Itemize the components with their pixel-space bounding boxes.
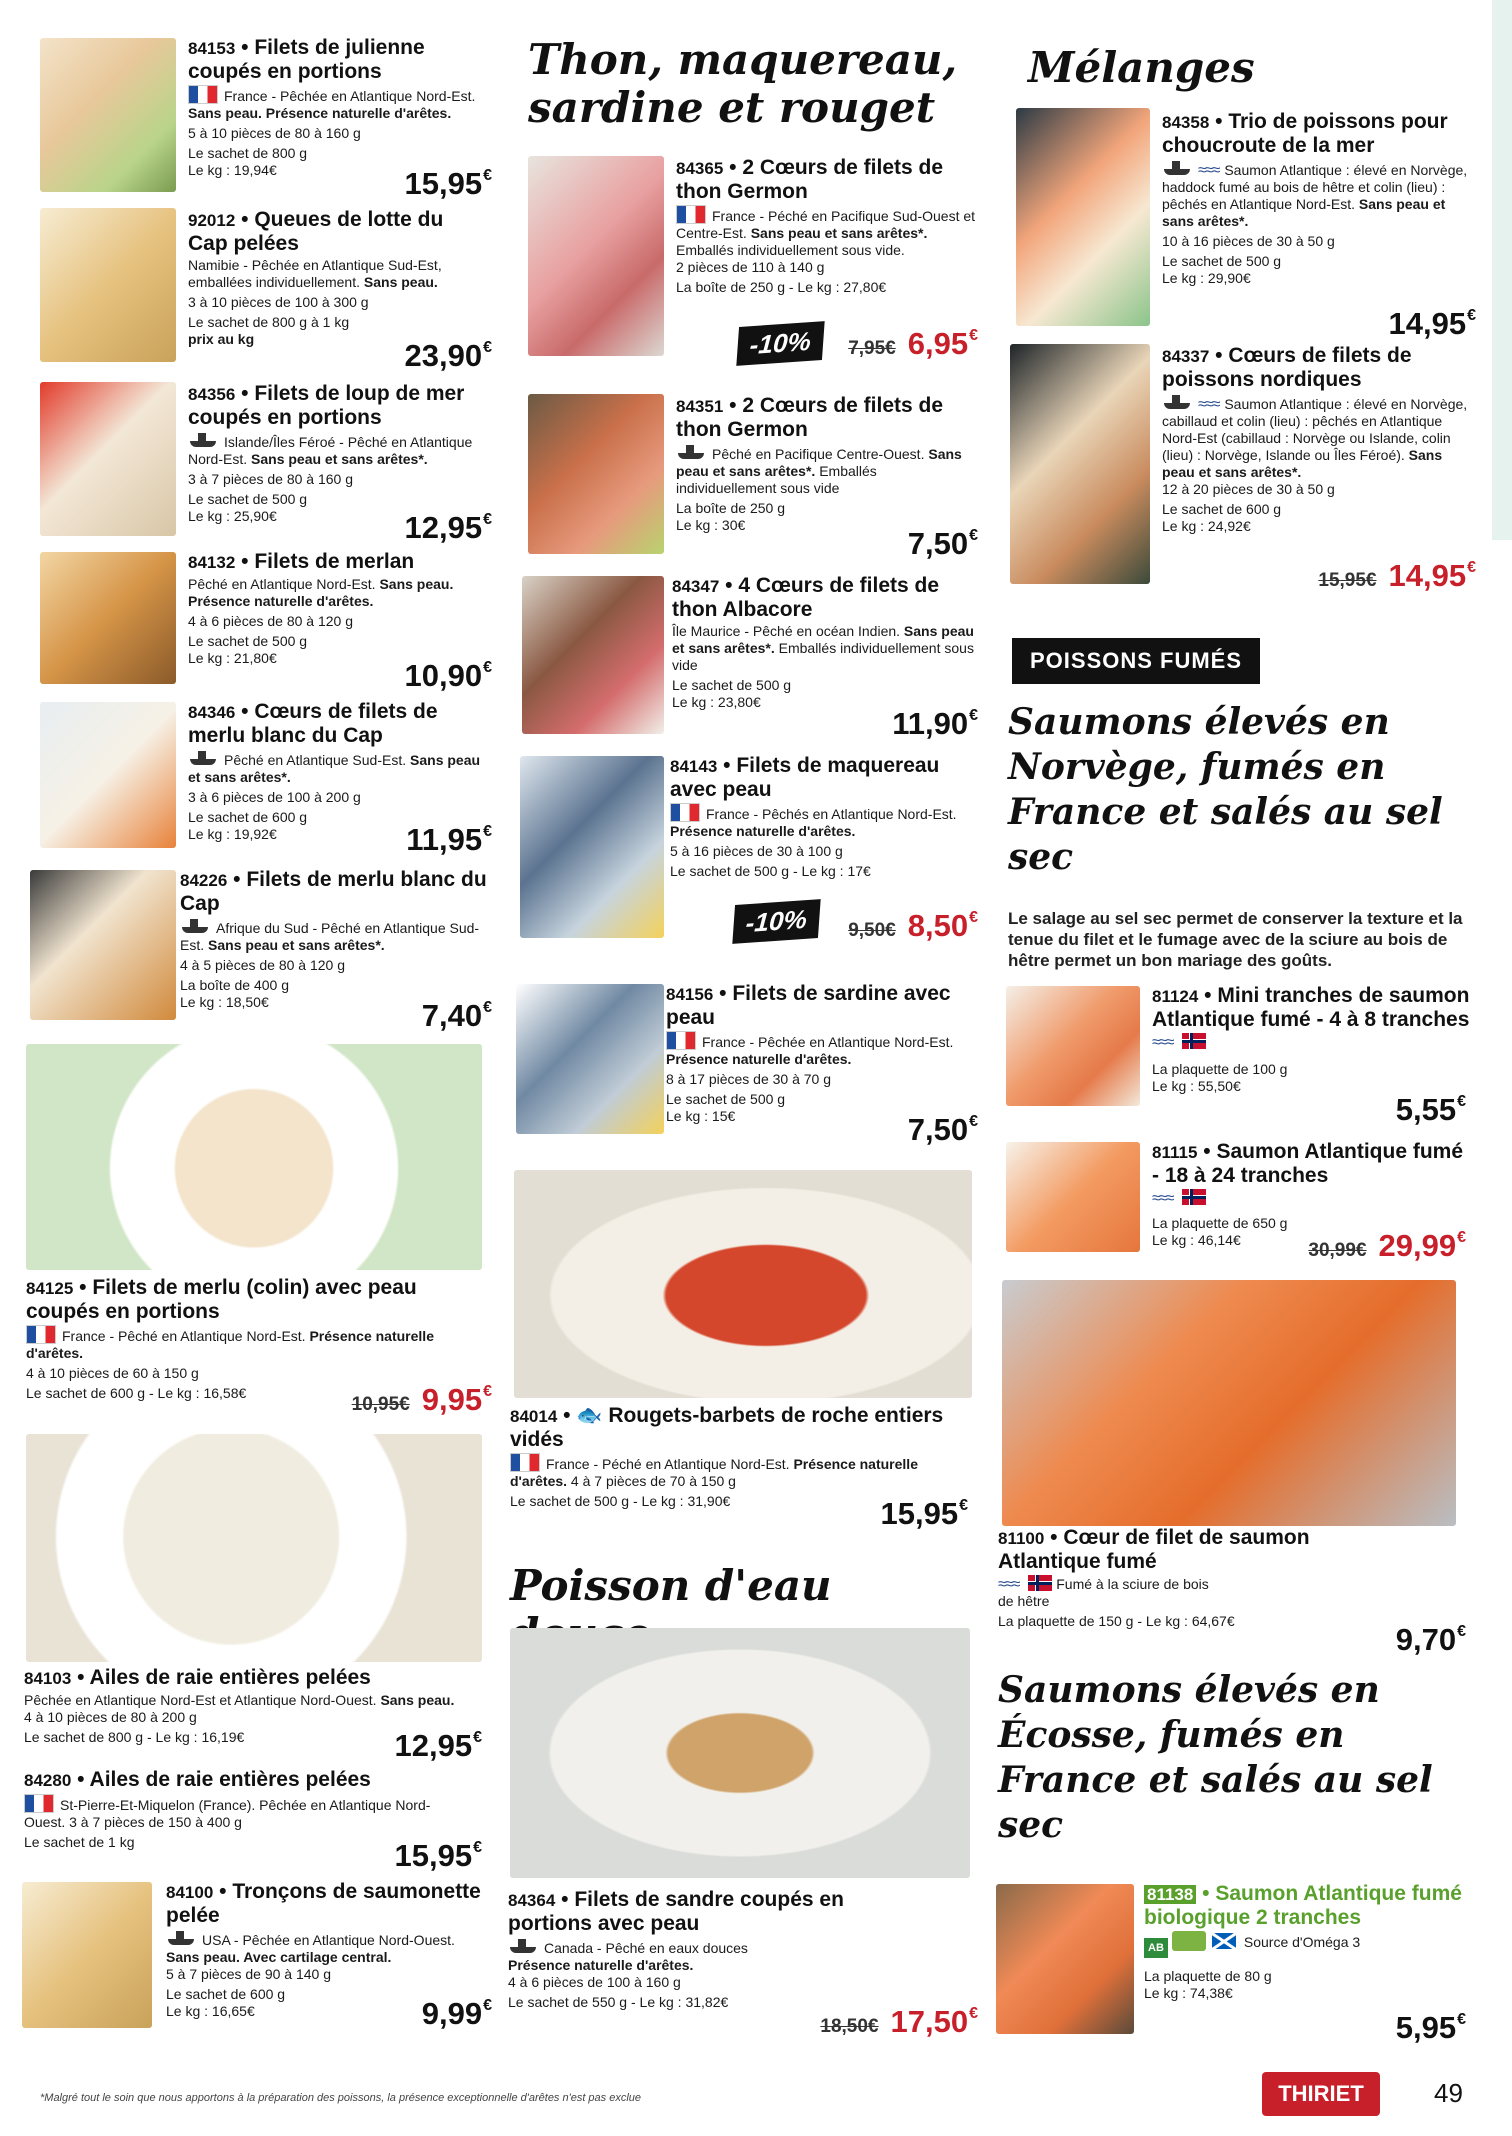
product-name: 84364 • Filets de sandre coupés en portions avec peau	[508, 1888, 844, 1935]
product-image	[40, 382, 176, 536]
product-image-large	[26, 1434, 482, 1662]
product-name: 84347 • 4 Cœurs de filets de thon Albacore	[672, 574, 940, 621]
product-name: 84365 • 2 Cœurs de filets de thon Germon	[676, 156, 944, 203]
page-number: 49	[1434, 2078, 1463, 2108]
product-image-large	[26, 1044, 482, 1270]
price: 10,95€ 9,95€	[351, 1382, 492, 1417]
product-card[interactable]: 84125 • Filets de merlu (colin) avec peau coupés en portions France - Pêché en Atlantique Nord-Est. Présence naturelle d'arêtes. 4 à 10 pièces de 60 à 150 g Le sachet de 600 g - Le kg : 16,58€ 10,95€ 9,95€	[26, 1276, 492, 1417]
product-card[interactable]: 84226 • Filets de merlu blanc du Cap Afrique du Sud - Pêché en Atlantique Sud-Est. Sans peau et sans arêtes*. 4 à 5 pièces de 80 à 120 g La boîte de 400 g Le kg : 18,50€ 7,40€	[22, 866, 492, 1028]
product-image	[516, 984, 664, 1134]
price: 30,99€ 29,99€	[1308, 1228, 1466, 1263]
product-card[interactable]: 81115 • Saumon Atlantique fumé - 18 à 24 tranches ≈≈≈ La plaquette de 650 g Le kg : 46,14€ 30,99€ 29,99€	[996, 1138, 1476, 1258]
price: 18,50€ 17,50€	[820, 2004, 978, 2039]
price: 15,95€	[394, 1838, 482, 1873]
price: 11,95€	[406, 822, 492, 857]
product-card[interactable]: 84365 • 2 Cœurs de filets de thon Germon France - Péché en Pacifique Sud-Ouest et Centre-Est. Sans peau et sans arêtes*. Emballés individuellement sous vide. 2 pièces de 110 à 140 g La boîte de 250 g - Le kg : 27,80€ -10% 7,95€ 6,95€	[508, 152, 978, 376]
price: 7,50€	[907, 526, 978, 561]
product-name: 84153 • Filets de julienne coupés en portions	[188, 36, 425, 83]
product-card[interactable]: 84143 • Filets de maquereau avec peau France - Pêchés en Atlantique Nord-Est. Présence naturelle d'arêtes. 5 à 16 pièces de 30 à 100 g Le sachet de 500 g - Le kg : 17€ -10% 9,50€ 8,50€	[508, 752, 978, 952]
waves-icon: ≈≈≈	[1198, 396, 1219, 413]
waves-icon: ≈≈≈	[1152, 1034, 1173, 1051]
section-heading: Mélanges	[1028, 43, 1255, 92]
norway-flag-icon	[1028, 1575, 1052, 1591]
fishing-boat-icon	[508, 1937, 538, 1957]
product-image	[1006, 1142, 1140, 1252]
eu-organic-leaf-icon	[1172, 1931, 1206, 1951]
product-image	[528, 394, 664, 554]
product-card[interactable]: 84346 • Cœurs de filets de merlu blanc du Cap Pêché en Atlantique Sud-Est. Sans peau et sans arêtes*. 3 à 6 pièces de 100 à 200 g Le sachet de 600 g Le kg : 19,92€ 11,95€	[22, 698, 492, 860]
product-image	[30, 870, 176, 1020]
product-name: 84280 • Ailes de raie entières pelées	[24, 1768, 371, 1791]
fishing-boat-icon	[166, 1929, 196, 1949]
norway-flag-icon	[1182, 1189, 1206, 1205]
price: 15,95€	[404, 166, 492, 201]
fishing-boat-icon	[180, 917, 210, 937]
product-image	[1006, 986, 1140, 1106]
france-flag-icon	[670, 803, 700, 822]
france-flag-icon	[510, 1453, 540, 1472]
price: 12,95€	[394, 1728, 482, 1763]
fishing-boat-icon	[188, 749, 218, 769]
footnote: *Malgré tout le soin que nous apportons à la préparation des poissons, la présence exceptionnelle d'arêtes n'est pas exclue	[40, 2092, 642, 2104]
product-image	[522, 576, 664, 734]
product-name: 81124 • Mini tranches de saumon Atlantique fumé - 4 à 8 tranches	[1152, 984, 1470, 1031]
product-image	[40, 38, 176, 192]
product-image	[520, 756, 664, 938]
price: 23,90€	[404, 338, 492, 373]
product-image	[1010, 344, 1150, 584]
product-name: 84103 • Ailes de raie entières pelées	[24, 1666, 371, 1689]
price: 10,90€	[404, 658, 492, 693]
section-heading: Saumons élevés en Écosse, fumés en France et salés au sel sec	[998, 1669, 1433, 1846]
price: 15,95€	[880, 1496, 968, 1531]
price: 9,50€ 8,50€	[848, 908, 978, 943]
product-card[interactable]: 81138 • Saumon Atlantique fumé biologique 2 tranches AB Source d'Oméga 3 La plaquette de 80 g Le kg : 74,38€ 5,95€	[996, 1880, 1476, 2036]
product-card[interactable]: 84280 • Ailes de raie entières pelées St-Pierre-Et-Miquelon (France). Pêchée en Atlantique Nord-Ouest. 3 à 7 pièces de 150 à 400 g Le sachet de 1 kg 15,95€	[24, 1768, 492, 1872]
product-image	[1016, 108, 1150, 326]
discount-badge: -10%	[734, 902, 819, 941]
price: 9,70€	[1395, 1622, 1466, 1657]
product-image	[40, 702, 176, 848]
waves-icon: ≈≈≈	[1152, 1190, 1173, 1207]
waves-icon: ≈≈≈	[998, 1576, 1019, 1593]
product-name: 84125 • Filets de merlu (colin) avec peau coupés en portions	[26, 1276, 417, 1323]
product-card[interactable]: 84356 • Filets de loup de mer coupés en portions Islande/Îles Féroé - Pêché en Atlantique Nord-Est. Sans peau et sans arêtes*. 3 à 7 pièces de 80 à 160 g Le sachet de 500 g Le kg : 25,90€ 12,95€	[22, 378, 492, 546]
product-name: 84337 • Cœurs de filets de poissons nordiques	[1162, 344, 1412, 391]
france-flag-icon	[24, 1794, 54, 1813]
france-flag-icon	[666, 1031, 696, 1050]
ab-bio-label-icon: AB	[1144, 1938, 1168, 1958]
price: 5,55€	[1395, 1092, 1466, 1127]
fish-logo-icon: 🐟	[576, 1404, 603, 1427]
side-strip	[1492, 0, 1512, 540]
product-card[interactable]: 84132 • Filets de merlan Pêché en Atlantique Nord-Est. Sans peau. Présence naturelle d'arêtes. 4 à 6 pièces de 80 à 120 g Le sachet de 500 g Le kg : 21,80€ 10,90€	[22, 548, 492, 694]
product-name: 84226 • Filets de merlu blanc du Cap	[180, 868, 487, 915]
product-name: 84346 • Cœurs de filets de merlu blanc du Cap	[188, 700, 438, 747]
product-image	[40, 552, 176, 684]
product-card[interactable]: 84153 • Filets de julienne coupés en portions France - Pêchée en Atlantique Nord-Est. Sans peau. Présence naturelle d'arêtes. 5 à 10 pièces de 80 à 160 g Le sachet de 800 g Le kg : 19,94€ 15,95€	[22, 32, 492, 202]
product-name: 84356 • Filets de loup de mer coupés en portions	[188, 382, 465, 429]
france-flag-icon	[188, 85, 218, 104]
product-card[interactable]: 92012 • Queues de lotte du Cap pelées Namibie - Pêchée en Atlantique Sud-Est, emballées individuellement. Sans peau. 3 à 10 pièces de 100 à 300 g Le sachet de 800 g à 1 kg prix au kg 23,90€	[22, 204, 492, 372]
product-name: 84132 • Filets de merlan	[188, 550, 415, 573]
product-card[interactable]: 84347 • 4 Cœurs de filets de thon Albacore Île Maurice - Pêché en océan Indien. Sans peau et sans arêtes*. Emballés individuellement sous vide Le sachet de 500 g Le kg : 23,80€ 11,90€	[508, 572, 978, 744]
price: 15,95€ 14,95€	[1318, 558, 1476, 593]
product-name: 84156 • Filets de sardine avec peau	[666, 982, 951, 1029]
product-card[interactable]: 84364 • Filets de sandre coupés en portions avec peau Canada - Pêché en eaux douces Présence naturelle d'arêtes. 4 à 6 pièces de 100 à 160 g Le sachet de 550 g - Le kg : 31,82€ 18,50€ 17,50€	[508, 1888, 978, 2039]
fishing-boat-icon	[1162, 393, 1192, 413]
product-name: 84358 • Trio de poissons pour choucroute de la mer	[1162, 110, 1448, 157]
product-image	[996, 1884, 1134, 2034]
price: 7,95€ 6,95€	[848, 326, 978, 361]
fishing-boat-icon	[1162, 159, 1192, 179]
price: 7,40€	[421, 998, 492, 1033]
product-name: 84014 • 🐟 Rougets-barbets de roche entiers vidés	[510, 1404, 944, 1451]
product-image	[40, 208, 176, 362]
price: 9,99€	[421, 1996, 492, 2031]
product-card[interactable]: 84358 • Trio de poissons pour choucroute de la mer ≈≈≈ Saumon Atlantique : élevé en Norvège, haddock fumé au bois de hêtre et colin (lieu) : pêchés en Atlantique Nord-Est. Sans peau et sans arêtes*. 10 à 16 pièces de 30 à 50 g Le sachet de 500 g Le kg : 29,90€ 14,95€	[996, 108, 1476, 336]
product-card[interactable]: 81100 • Cœur de filet de saumon Atlantique fumé ≈≈≈ Fumé à la sciure de bois de hêtre La plaquette de 150 g - Le kg : 64,67€ 9,70€	[998, 1526, 1466, 1657]
fishing-boat-icon	[676, 443, 706, 463]
product-name: 81138 • Saumon Atlantique fumé biologique 2 tranches	[1144, 1882, 1462, 1929]
norway-flag-icon	[1182, 1033, 1206, 1049]
product-name: 84143 • Filets de maquereau avec peau	[670, 754, 940, 801]
price: 11,90€	[892, 706, 978, 741]
price: 14,95€	[1388, 306, 1476, 341]
fishing-boat-icon	[188, 431, 218, 451]
product-card[interactable]: 84100 • Tronçons de saumonette pelée USA - Pêchée en Atlantique Nord-Ouest. Sans peau. Avec cartilage central. 5 à 7 pièces de 90 à 140 g Le sachet de 600 g Le kg : 16,65€ 9,99€	[22, 1878, 492, 2034]
price: 7,50€	[907, 1112, 978, 1147]
section-heading: Poisson d'eau	[510, 1561, 832, 1610]
product-name: 92012 • Queues de lotte du Cap pelées	[188, 208, 444, 255]
product-image-large	[514, 1170, 972, 1398]
discount-badge: -10%	[738, 324, 823, 363]
waves-icon: ≈≈≈	[1198, 162, 1219, 179]
product-image	[22, 1882, 152, 2028]
product-card[interactable]: 84337 • Cœurs de filets de poissons nordiques ≈≈≈ Saumon Atlantique : élevé en Norvège, cabillaud et colin (lieu) : pêchés en Atlantique Nord-Est (cabillaud : Norvège ou Islande, colin (lieu) : Norvège, Islande ou Îles Féroé). Sans peau et sans arêtes*. 12 à 20 pièces de 30 à 50 g Le sachet de 600 g Le kg : 24,92€ 15,95€ 14,95€	[996, 340, 1476, 590]
product-card[interactable]: 84351 • 2 Cœurs de filets de thon Germon Pêché en Pacifique Centre-Ouest. Sans peau et sans arêtes*. Emballés individuellement sous vide La boîte de 250 g Le kg : 30€ 7,50€	[508, 390, 978, 570]
price: 5,95€	[1395, 2010, 1466, 2045]
price: 12,95€	[404, 510, 492, 545]
product-image-large	[510, 1628, 970, 1878]
product-card[interactable]: 84103 • Ailes de raie entières pelées Pêchée en Atlantique Nord-Est et Atlantique Nord-Ouest. Sans peau. 4 à 10 pièces de 80 à 200 g Le sachet de 800 g - Le kg : 16,19€ 12,95€	[24, 1666, 492, 1770]
product-name: 81115 • Saumon Atlantique fumé - 18 à 24 tranches	[1152, 1140, 1464, 1187]
product-image	[528, 156, 664, 356]
section-heading: Saumons élevés en Norvège, fumés en France et salés au sel sec	[1008, 701, 1443, 878]
product-card[interactable]: 84014 • 🐟 Rougets-barbets de roche entiers vidés France - Péché en Atlantique Nord-Est. Présence naturelle d'arêtes. 4 à 7 pièces de 70 à 150 g Le sachet de 500 g - Le kg : 31,90€ 15,95€	[510, 1404, 978, 1534]
product-name: 81100 • Cœur de filet de saumon Atlantique fumé	[998, 1526, 1310, 1573]
product-card[interactable]: 84156 • Filets de sardine avec peau France - Pêchée en Atlantique Nord-Est. Présence naturelle d'arêtes. 8 à 17 pièces de 30 à 70 g Le sachet de 500 g Le kg : 15€ 7,50€	[508, 978, 978, 1142]
france-flag-icon	[676, 205, 706, 224]
product-name: 84100 • Tronçons de saumonette pelée	[166, 1880, 481, 1927]
scotland-flag-icon	[1212, 1933, 1236, 1949]
thiriet-logo: THIRIET	[1262, 2072, 1380, 2116]
section-banner: POISSONS FUMÉS	[1012, 638, 1260, 684]
product-name: 84351 • 2 Cœurs de filets de thon Germon	[676, 394, 944, 441]
product-card[interactable]: 81124 • Mini tranches de saumon Atlantique fumé - 4 à 8 tranches ≈≈≈ La plaquette de 100 g Le kg : 55,50€ 5,55€	[996, 982, 1476, 1116]
product-image-large	[1002, 1280, 1456, 1526]
france-flag-icon	[26, 1325, 56, 1344]
section-description: Le salage au sel sec permet de conserver la texture et la tenue du filet et le fumage avec de la sciure au bois de hêtre permet un bon mariage des goûts.	[1008, 909, 1463, 970]
section-heading: Thon, maquereau, sardine et rouget	[528, 35, 958, 133]
